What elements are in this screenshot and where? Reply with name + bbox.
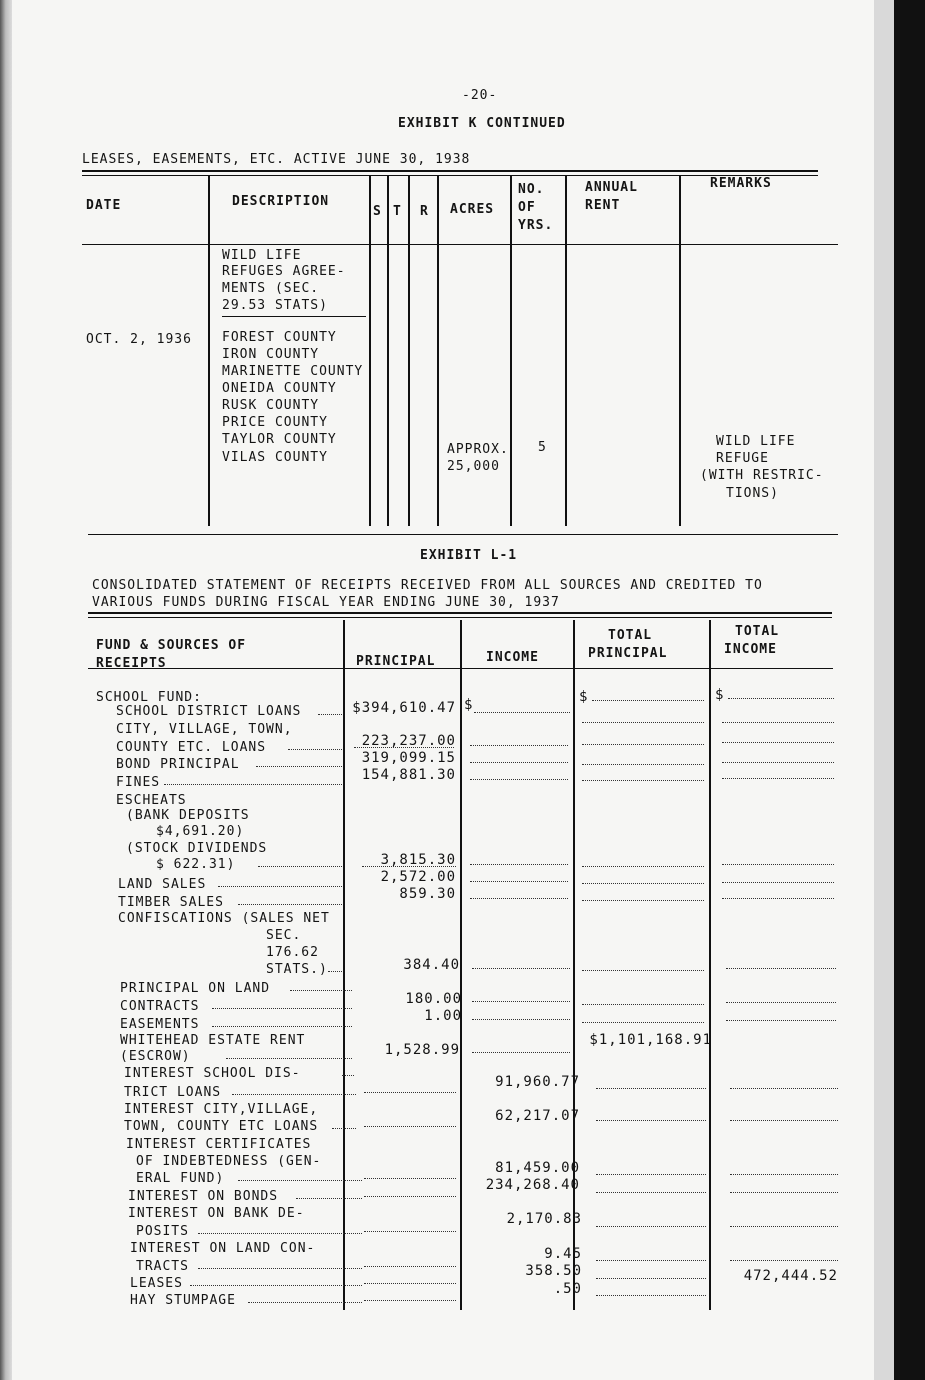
- row-label: (BANK DEPOSITS: [126, 808, 250, 823]
- row-label: LEASES: [130, 1276, 183, 1291]
- total-principal-dots: [582, 744, 704, 745]
- header-s: S: [373, 204, 382, 219]
- principal-value: 223,237.00: [361, 733, 456, 749]
- header-rent: RENT: [585, 198, 621, 213]
- income-dots: [472, 968, 570, 969]
- total-principal-dots: [596, 1295, 706, 1296]
- total-income-dots: [722, 742, 834, 743]
- table-k-header-rule: [82, 244, 838, 245]
- row-label: POSITS: [136, 1224, 189, 1239]
- income-dots: [470, 864, 568, 865]
- county-4: ONEIDA COUNTY: [222, 381, 337, 396]
- total-principal-dots: [596, 1174, 706, 1175]
- row-label: $ 622.31): [156, 857, 236, 872]
- row-label: EASEMENTS: [120, 1017, 200, 1032]
- total-principal-value: $1,101,168.91: [589, 1032, 712, 1048]
- leader-dots: [232, 1094, 356, 1095]
- leader-dots: [212, 1008, 352, 1009]
- table-k-top-rule-2: [82, 175, 818, 176]
- row-label: TRICT LOANS: [124, 1085, 222, 1100]
- total-principal-dots: [582, 764, 704, 765]
- heading-underline: [222, 316, 366, 317]
- row-label: CONTRACTS: [120, 999, 200, 1014]
- row-label: ERAL FUND): [136, 1171, 225, 1186]
- header-fund-1: FUND & SOURCES OF: [96, 638, 247, 653]
- total-income-dots: [726, 1020, 836, 1021]
- principal-dots: [364, 1092, 456, 1093]
- principal-dots: [364, 1196, 456, 1197]
- exhibit-k-subtitle: LEASES, EASEMENTS, ETC. ACTIVE JUNE 30, 1938: [82, 152, 471, 167]
- income-dots: [472, 1001, 570, 1002]
- income-dots: [470, 762, 568, 763]
- header-total-income-2: INCOME: [724, 642, 777, 657]
- heading-line-3: MENTS (SEC.: [222, 281, 320, 296]
- row-label: SCHOOL FUND:: [96, 690, 202, 705]
- county-8: VILAS COUNTY: [222, 450, 328, 465]
- principal-value: 180.00: [405, 991, 462, 1007]
- income-value: 9.45: [544, 1246, 582, 1262]
- row-label: SCHOOL DISTRICT LOANS: [116, 704, 302, 719]
- total-principal-dots: [582, 900, 704, 901]
- principal-dots: [354, 747, 454, 748]
- principal-value: 154,881.30: [361, 767, 456, 783]
- leader-dots: [258, 866, 342, 867]
- col-divider-desc: [369, 176, 371, 526]
- county-1: FOREST COUNTY: [222, 330, 337, 345]
- total-income-dots: [722, 722, 834, 723]
- page-right-shadow: [874, 0, 894, 1380]
- heading-line-2: REFUGES AGREE-: [222, 264, 346, 279]
- exhibit-l-title: EXHIBIT L-1: [420, 548, 518, 563]
- row-label: $4,691.20): [156, 824, 245, 839]
- row-label: INTEREST SCHOOL DIS-: [124, 1066, 301, 1081]
- total-income-dots: [730, 1260, 838, 1261]
- total-income-value: 472,444.52: [743, 1268, 838, 1284]
- total-principal-dots: [582, 780, 704, 781]
- header-principal: PRINCIPAL: [356, 654, 436, 669]
- acres-line-1: APPROX.: [447, 442, 509, 457]
- county-5: RUSK COUNTY: [222, 398, 320, 413]
- header-remarks: REMARKS: [710, 176, 772, 191]
- income-value: 358.50: [525, 1263, 582, 1279]
- principal-dots: [364, 1126, 456, 1127]
- total-principal-dots: [582, 883, 704, 884]
- row-label: (ESCROW): [120, 1049, 191, 1064]
- leader-dots: [238, 1180, 362, 1181]
- total-principal-dollar-sign: $: [579, 689, 589, 705]
- total-income-dots: [730, 1192, 838, 1193]
- header-r: R: [420, 204, 429, 219]
- total-principal-dots: [582, 1004, 704, 1005]
- row-label: LAND SALES: [118, 877, 207, 892]
- page-right-edge: [894, 0, 925, 1380]
- leader-dots: [218, 886, 342, 887]
- remarks-line-2: REFUGE: [716, 451, 769, 466]
- income-dots: [470, 745, 568, 746]
- header-annual: ANNUAL: [585, 180, 638, 195]
- row-label: OF INDEBTEDNESS (GEN-: [136, 1154, 322, 1169]
- total-principal-dots: [596, 1260, 706, 1261]
- row-label: INTEREST ON LAND CON-: [130, 1241, 316, 1256]
- header-of: OF: [518, 200, 536, 215]
- row-label: COUNTY ETC. LOANS: [116, 740, 267, 755]
- leader-dots: [164, 784, 342, 785]
- leader-dots: [190, 1285, 362, 1286]
- total-principal-dots: [596, 1192, 706, 1193]
- income-dots: [472, 1052, 570, 1053]
- principal-value: $394,610.47: [352, 700, 456, 716]
- total-income-dots: [722, 882, 834, 883]
- col-divider-r: [437, 176, 439, 526]
- row-label: PRINCIPAL ON LAND: [120, 981, 271, 996]
- principal-dots: [364, 1283, 456, 1284]
- remarks-line-1: WILD LIFE: [716, 434, 796, 449]
- leader-dots: [212, 1026, 352, 1027]
- leader-dots: [290, 990, 352, 991]
- col-divider-rent: [679, 176, 681, 526]
- col-divider-acres: [510, 176, 512, 526]
- header-no: NO.: [518, 182, 545, 197]
- income-dots: [470, 779, 568, 780]
- row-label: INTEREST CITY,VILLAGE,: [124, 1102, 319, 1117]
- principal-value: 319,099.15: [361, 750, 456, 766]
- exhibit-l-subtitle-1: CONSOLIDATED STATEMENT OF RECEIPTS RECEIVED FROM ALL SOURCES AND CREDITED TO: [92, 578, 763, 593]
- income-value: 62,217.07: [495, 1108, 580, 1124]
- row-label: CONFISCATIONS (SALES NET: [118, 911, 330, 926]
- total-income-dots: [730, 1120, 838, 1121]
- header-t: T: [393, 204, 402, 219]
- total-income-dots: [722, 762, 834, 763]
- table-l-top-rule-2: [88, 617, 832, 618]
- income-dots: [472, 1019, 570, 1020]
- row-label: SEC.: [266, 928, 302, 943]
- total-principal-dots: [596, 1278, 706, 1279]
- header-date: DATE: [86, 198, 122, 213]
- total-income-dots: [726, 968, 836, 969]
- income-dots: [470, 881, 568, 882]
- principal-value: 1.00: [424, 1008, 462, 1024]
- leader-dots: [226, 1058, 352, 1059]
- lease-date: OCT. 2, 1936: [86, 332, 192, 347]
- row-label: INTEREST ON BONDS: [128, 1189, 279, 1204]
- heading-line-4: 29.53 STATS): [222, 298, 328, 313]
- col-divider-total-principal: [709, 620, 711, 1310]
- total-principal-dots: [596, 1226, 706, 1227]
- total-income-dots: [730, 1088, 838, 1089]
- income-value: 81,459.00: [495, 1160, 580, 1176]
- header-total-principal-2: PRINCIPAL: [588, 646, 668, 661]
- total-principal-dots: [582, 866, 704, 867]
- row-label: BOND PRINCIPAL: [116, 757, 240, 772]
- income-dollar-sign: $: [464, 697, 474, 713]
- heading-line-1: WILD LIFE: [222, 248, 302, 263]
- row-label: (STOCK DIVIDENDS: [126, 841, 268, 856]
- total-principal-dots: [596, 1120, 706, 1121]
- table-k-bottom-rule: [88, 534, 838, 535]
- row-label: ESCHEATS: [116, 793, 187, 808]
- leader-dots: [256, 766, 342, 767]
- county-6: PRICE COUNTY: [222, 415, 328, 430]
- leader-dots: [288, 749, 342, 750]
- leader-dots: [328, 971, 342, 972]
- row-label: INTEREST CERTIFICATES: [126, 1137, 312, 1152]
- total-principal-dots: [592, 700, 704, 701]
- income-dots: [474, 712, 570, 713]
- principal-value: 2,572.00: [380, 869, 456, 885]
- total-income-dots: [728, 698, 834, 699]
- total-income-dots: [730, 1226, 838, 1227]
- total-principal-dots: [596, 1088, 706, 1089]
- principal-dots: [364, 1231, 456, 1232]
- header-income: INCOME: [486, 650, 539, 665]
- header-total-principal-1: TOTAL: [608, 628, 653, 643]
- col-divider-principal: [460, 620, 462, 1310]
- income-value: 91,960.77: [495, 1074, 580, 1090]
- years-value: 5: [538, 440, 547, 455]
- income-value: .50: [553, 1281, 582, 1297]
- principal-value: 3,815.30: [380, 852, 456, 868]
- principal-dots: [362, 866, 456, 867]
- income-value: 2,170.83: [506, 1211, 582, 1227]
- exhibit-l-subtitle-2: VARIOUS FUNDS DURING FISCAL YEAR ENDING JUNE 30, 1937: [92, 595, 560, 610]
- total-income-dots: [726, 1002, 836, 1003]
- col-divider-t: [408, 176, 410, 526]
- row-label: STATS.): [266, 962, 328, 977]
- principal-dots: [364, 1300, 456, 1301]
- total-income-dots: [722, 864, 834, 865]
- row-label: WHITEHEAD ESTATE RENT: [120, 1033, 306, 1048]
- principal-value: 1,528.99: [384, 1042, 460, 1058]
- total-principal-dots: [582, 1022, 704, 1023]
- leader-dots: [318, 714, 342, 715]
- row-label: CITY, VILLAGE, TOWN,: [116, 722, 293, 737]
- total-principal-dots: [582, 970, 704, 971]
- header-description: DESCRIPTION: [232, 194, 330, 209]
- acres-line-2: 25,000: [447, 459, 500, 474]
- header-acres: ACRES: [450, 202, 495, 217]
- income-dots: [470, 898, 568, 899]
- row-label: TIMBER SALES: [118, 895, 224, 910]
- county-3: MARINETTE COUNTY: [222, 364, 364, 379]
- total-principal-dots: [582, 722, 704, 723]
- header-total-income-1: TOTAL: [735, 624, 780, 639]
- col-divider-yrs: [565, 176, 567, 526]
- leader-dots: [198, 1233, 362, 1234]
- row-label: FINES: [116, 775, 161, 790]
- total-income-dollar-sign: $: [715, 687, 725, 703]
- total-income-dots: [722, 898, 834, 899]
- principal-value: 859.30: [399, 886, 456, 902]
- principal-dots: [364, 1266, 456, 1267]
- table-k-top-rule: [82, 170, 818, 172]
- row-label: 176.62: [266, 945, 319, 960]
- row-label: TOWN, COUNTY ETC LOANS: [124, 1119, 319, 1134]
- remarks-line-3: (WITH RESTRIC-: [700, 468, 824, 483]
- row-label: INTEREST ON BANK DE-: [128, 1206, 305, 1221]
- county-2: IRON COUNTY: [222, 347, 320, 362]
- total-income-dots: [730, 1174, 838, 1175]
- principal-value: 384.40: [403, 957, 460, 973]
- col-divider-s: [387, 176, 389, 526]
- leader-dots: [248, 1302, 362, 1303]
- leader-dots: [342, 1075, 354, 1076]
- leader-dots: [238, 904, 342, 905]
- exhibit-k-title: EXHIBIT K CONTINUED: [398, 116, 566, 131]
- leader-dots: [332, 1128, 356, 1129]
- col-divider-income: [573, 620, 575, 1310]
- county-7: TAYLOR COUNTY: [222, 432, 337, 447]
- leader-dots: [198, 1268, 362, 1269]
- income-value: 234,268.40: [485, 1177, 580, 1193]
- leader-dots: [296, 1198, 362, 1199]
- row-label: HAY STUMPAGE: [130, 1293, 236, 1308]
- header-fund-2: RECEIPTS: [96, 656, 167, 671]
- remarks-line-4: TIONS): [726, 486, 779, 501]
- page-number: -20-: [462, 88, 498, 103]
- table-l-top-rule: [88, 612, 832, 614]
- principal-dots: [364, 1178, 456, 1179]
- col-divider-date: [208, 176, 210, 526]
- row-label: TRACTS: [136, 1259, 189, 1274]
- header-yrs: YRS.: [518, 218, 554, 233]
- total-income-dots: [722, 778, 834, 779]
